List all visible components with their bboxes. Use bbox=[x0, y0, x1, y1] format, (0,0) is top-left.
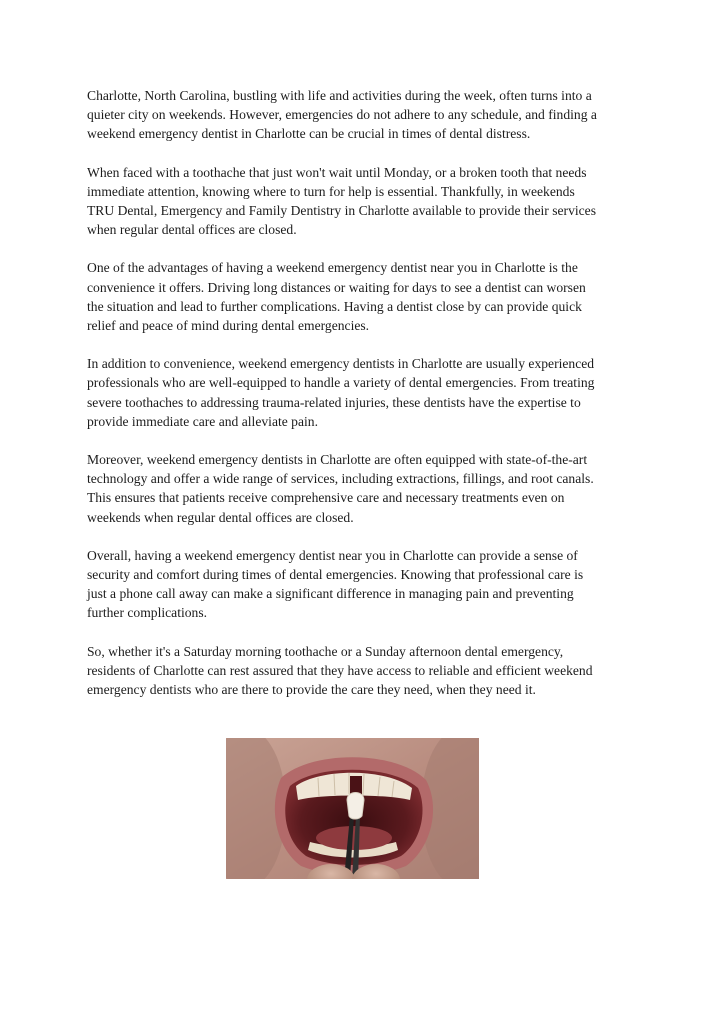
text-line: residents of Charlotte can rest assured that they have access to reliable and efficient weekend bbox=[87, 662, 593, 678]
paragraph-6 bbox=[87, 546, 635, 623]
text-line: One of the advantages of having a weekend emergency dentist near you in Charlotte is the bbox=[87, 260, 578, 276]
text-line: weekends when regular dental offices are closed. bbox=[87, 509, 354, 525]
paragraph-5 bbox=[87, 450, 635, 527]
paragraph-4 bbox=[87, 354, 635, 431]
paragraph-2 bbox=[87, 163, 635, 240]
text-line: In addition to convenience, weekend emergency dentists in Charlotte are usually experienced bbox=[87, 356, 595, 372]
open-mouth-broken-tooth-photo-icon bbox=[226, 738, 479, 879]
text-line: Charlotte, North Carolina, bustling with life and activities during the week, often turns into a bbox=[87, 88, 592, 103]
paragraph-1 bbox=[87, 86, 635, 144]
text-line: provide immediate care and alleviate pain. bbox=[87, 413, 318, 429]
text-line: quieter city on weekends. However, emergencies do not adhere to any schedule, and finding a bbox=[87, 107, 597, 123]
text-line: weekend emergency dentist in Charlotte can be crucial in times of dental distress. bbox=[87, 126, 531, 142]
text-line: Overall, having a weekend emergency dentist near you in Charlotte can provide a sense of bbox=[87, 547, 578, 563]
text-line: TRU Dental, Emergency and Family Dentistry in Charlotte available to provide their services bbox=[87, 203, 596, 219]
text-line: professionals who are well-equipped to handle a variety of dental emergencies. From treating bbox=[87, 375, 595, 391]
text-line: relief and peace of mind during dental emergencies. bbox=[87, 318, 370, 334]
dental-photo bbox=[226, 738, 479, 879]
text-line: security and comfort during times of dental emergencies. Knowing that professional care is bbox=[87, 567, 584, 583]
text-line: convenience it offers. Driving long distances or waiting for days to see a dentist can worsen bbox=[87, 279, 586, 295]
text-line: immediate attention, knowing where to turn for help is essential. Thankfully, in weekends bbox=[87, 183, 575, 199]
text-line: emergency dentists who are there to provide the care they need, when they need it. bbox=[87, 682, 536, 698]
text-line: When faced with a toothache that just won't wait until Monday, or a broken tooth that needs bbox=[87, 164, 587, 180]
paragraph-3 bbox=[87, 258, 635, 335]
text-line: Moreover, weekend emergency dentists in Charlotte are often equipped with state-of-the-art bbox=[87, 452, 588, 468]
text-line: severe toothaches to addressing trauma-related injuries, these dentists have the expertise to bbox=[87, 394, 581, 410]
text-line: just a phone call away can make a significant difference in managing pain and preventing bbox=[87, 586, 574, 602]
text-line: technology and offer a wide range of services, including extractions, fillings, and root canals. bbox=[87, 471, 594, 487]
text-line: So, whether it's a Saturday morning toothache or a Sunday afternoon dental emergency, bbox=[87, 643, 564, 659]
text-line: the situation and lead to further complications. Having a dentist close by can provide quick bbox=[87, 298, 582, 314]
text-line: further complications. bbox=[87, 605, 208, 621]
text-line: when regular dental offices are closed. bbox=[87, 222, 297, 238]
text-line: This ensures that patients receive comprehensive care and necessary treatments even on bbox=[87, 490, 565, 506]
article-body bbox=[87, 86, 635, 718]
paragraph-7 bbox=[87, 642, 635, 700]
